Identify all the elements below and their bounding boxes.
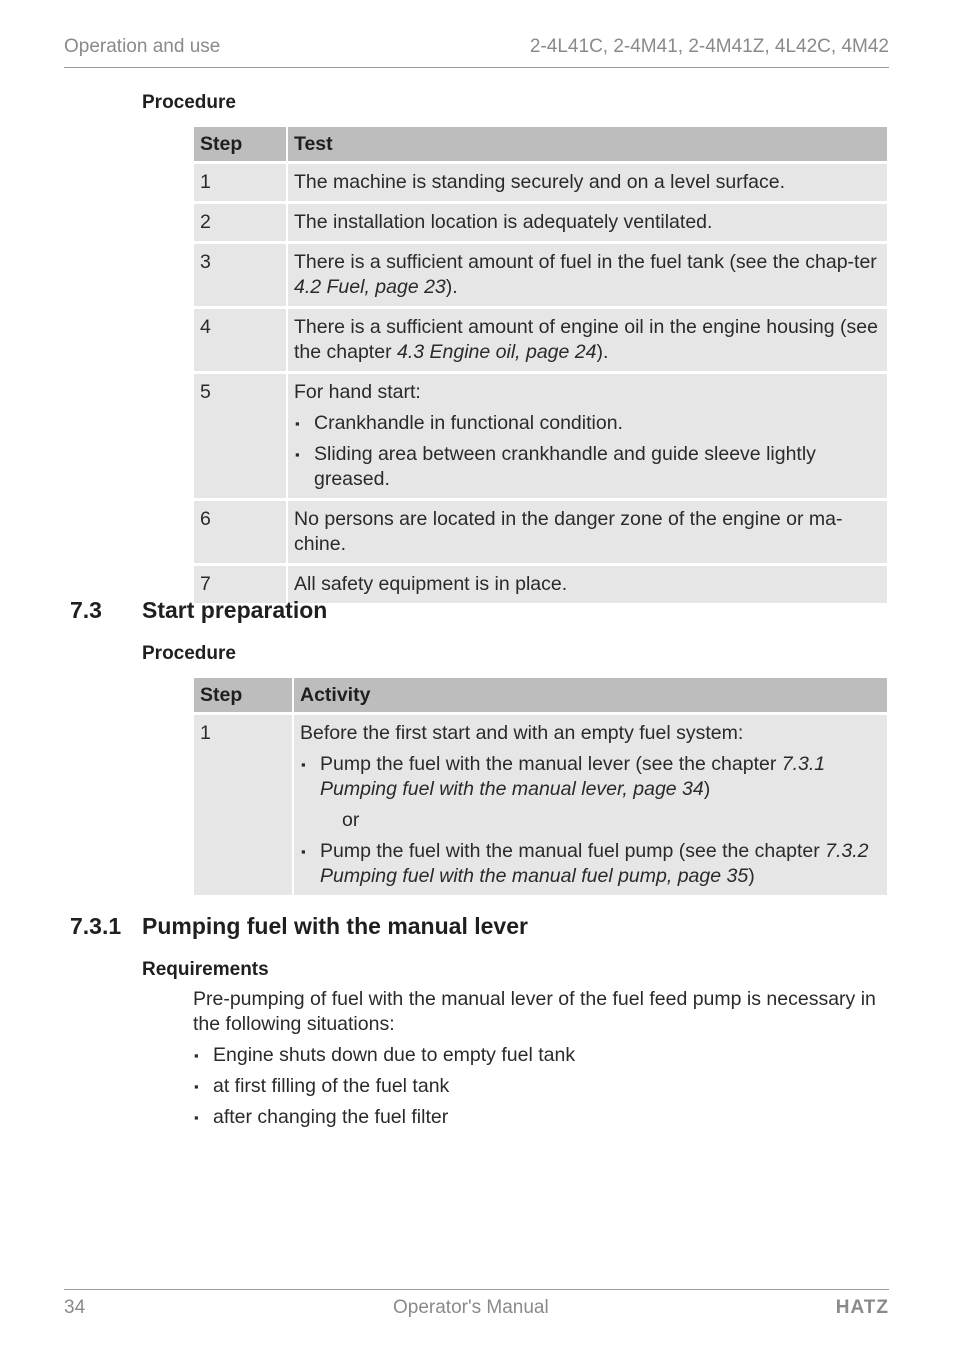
step-bullet-list: [300, 752, 881, 802]
col-header-activity: Activity: [294, 678, 887, 712]
table-row: [194, 501, 887, 563]
step-text-part: ): [748, 865, 755, 887]
footer-divider: [64, 1289, 889, 1290]
step-text-part: The installation location is adequately ventilated.: [294, 211, 713, 233]
step-number: 1: [194, 715, 292, 895]
step-text: [288, 244, 887, 306]
step-number: 1: [194, 164, 286, 201]
section-number: 7.3.1: [70, 913, 122, 939]
table-row: [194, 244, 887, 306]
step-intro: For hand start:: [294, 381, 421, 403]
chapter-reference: 7.3.2 Pumping fuel with the manual fuel pump, page 35: [320, 840, 869, 887]
col-header-test: Test: [288, 127, 887, 161]
col-header-step: Step: [194, 678, 292, 712]
page-number: 34: [64, 1297, 86, 1318]
list-item: ▪ at first filling of the fuel tank: [193, 1074, 575, 1105]
table-header-row: [194, 678, 887, 712]
section-title: Start preparation: [142, 597, 328, 623]
section-title: Pumping fuel with the manual lever: [142, 913, 528, 939]
list-item: ▪ Crankhandle in functional condition.: [294, 411, 881, 436]
test-table: [192, 124, 889, 606]
step-text: [288, 374, 887, 498]
requirements-paragraph: Pre-pumping of fuel with the manual lever of the fuel feed pump is necessary in the following situations:: [193, 988, 876, 1035]
step-bullet-list: [300, 839, 881, 889]
step-intro: Before the first start and with an empty fuel system:: [300, 722, 744, 744]
list-item: ▪ after changing the fuel filter: [193, 1105, 575, 1136]
step-bullet-list: [294, 411, 881, 492]
step-text: [288, 164, 887, 201]
step-text-part: Pump the fuel with the manual fuel pump (see the chapter: [320, 840, 826, 862]
step-text: [288, 566, 887, 603]
header-section-title: Operation and use: [64, 36, 221, 57]
header-models: 2-4L41C, 2-4M41, 2-4M41Z, 4L42C, 4M42: [529, 36, 889, 57]
step-number: 5: [194, 374, 286, 498]
step-text: [288, 309, 887, 371]
step-text-part: ).: [596, 341, 609, 363]
section-heading-7-3: [70, 597, 327, 624]
step-text-part: ): [703, 778, 711, 800]
table-row: [194, 204, 887, 241]
requirements-list: [193, 1043, 575, 1136]
step-text-part: There is a sufficient amount of engine oil in the engine housing (see the chapter: [294, 316, 878, 363]
header-divider: [64, 67, 889, 68]
chapter-reference: 4.2 Fuel, page 23: [294, 276, 446, 298]
list-item: ▪ Sliding area between crankhandle and guide sleeve lightly greased.: [294, 442, 881, 492]
table-row: [194, 309, 887, 371]
step-text-part: There is a sufficient amount of fuel in the fuel tank (see the chap-ter: [294, 251, 877, 273]
procedure-label: Procedure: [142, 643, 236, 664]
table-row: [194, 374, 887, 498]
list-item: ▪ Engine shuts down due to empty fuel tank: [193, 1043, 575, 1074]
section-number: 7.3: [70, 597, 102, 623]
activity-table: [192, 675, 889, 898]
col-header-step: Step: [194, 127, 286, 161]
procedure-label: Procedure: [142, 92, 236, 113]
brand-logo: HATZ: [835, 1297, 889, 1318]
requirements-label: Requirements: [142, 959, 269, 980]
step-text: [288, 501, 887, 563]
step-number: 2: [194, 204, 286, 241]
step-text-part: The machine is standing securely and on a level surface.: [294, 171, 786, 193]
step-text-part: All safety equipment is in place.: [294, 573, 568, 595]
step-number: 7: [194, 566, 286, 603]
list-item: [300, 839, 881, 889]
chapter-reference: 4.3 Engine oil, page 24: [396, 341, 597, 363]
or-separator: or: [342, 809, 360, 831]
section-heading-7-3-1: [70, 913, 528, 940]
step-number: 4: [194, 309, 286, 371]
list-item: [300, 752, 881, 802]
step-number: 6: [194, 501, 286, 563]
step-number: 3: [194, 244, 286, 306]
step-text: [294, 715, 887, 895]
footer-title: Operator's Manual: [393, 1297, 549, 1318]
table-row: [194, 164, 887, 201]
chapter-reference: 7.3.1 Pumping fuel with the manual lever, page 34: [320, 753, 826, 800]
step-text-part: Pump the fuel with the manual lever (see the chapter: [320, 753, 782, 775]
table-row: [194, 715, 887, 895]
table-header-row: [194, 127, 887, 161]
step-text: [288, 204, 887, 241]
step-text-part: No persons are located in the danger zone of the engine or ma-chine.: [294, 508, 843, 555]
step-text-part: ).: [445, 276, 458, 298]
